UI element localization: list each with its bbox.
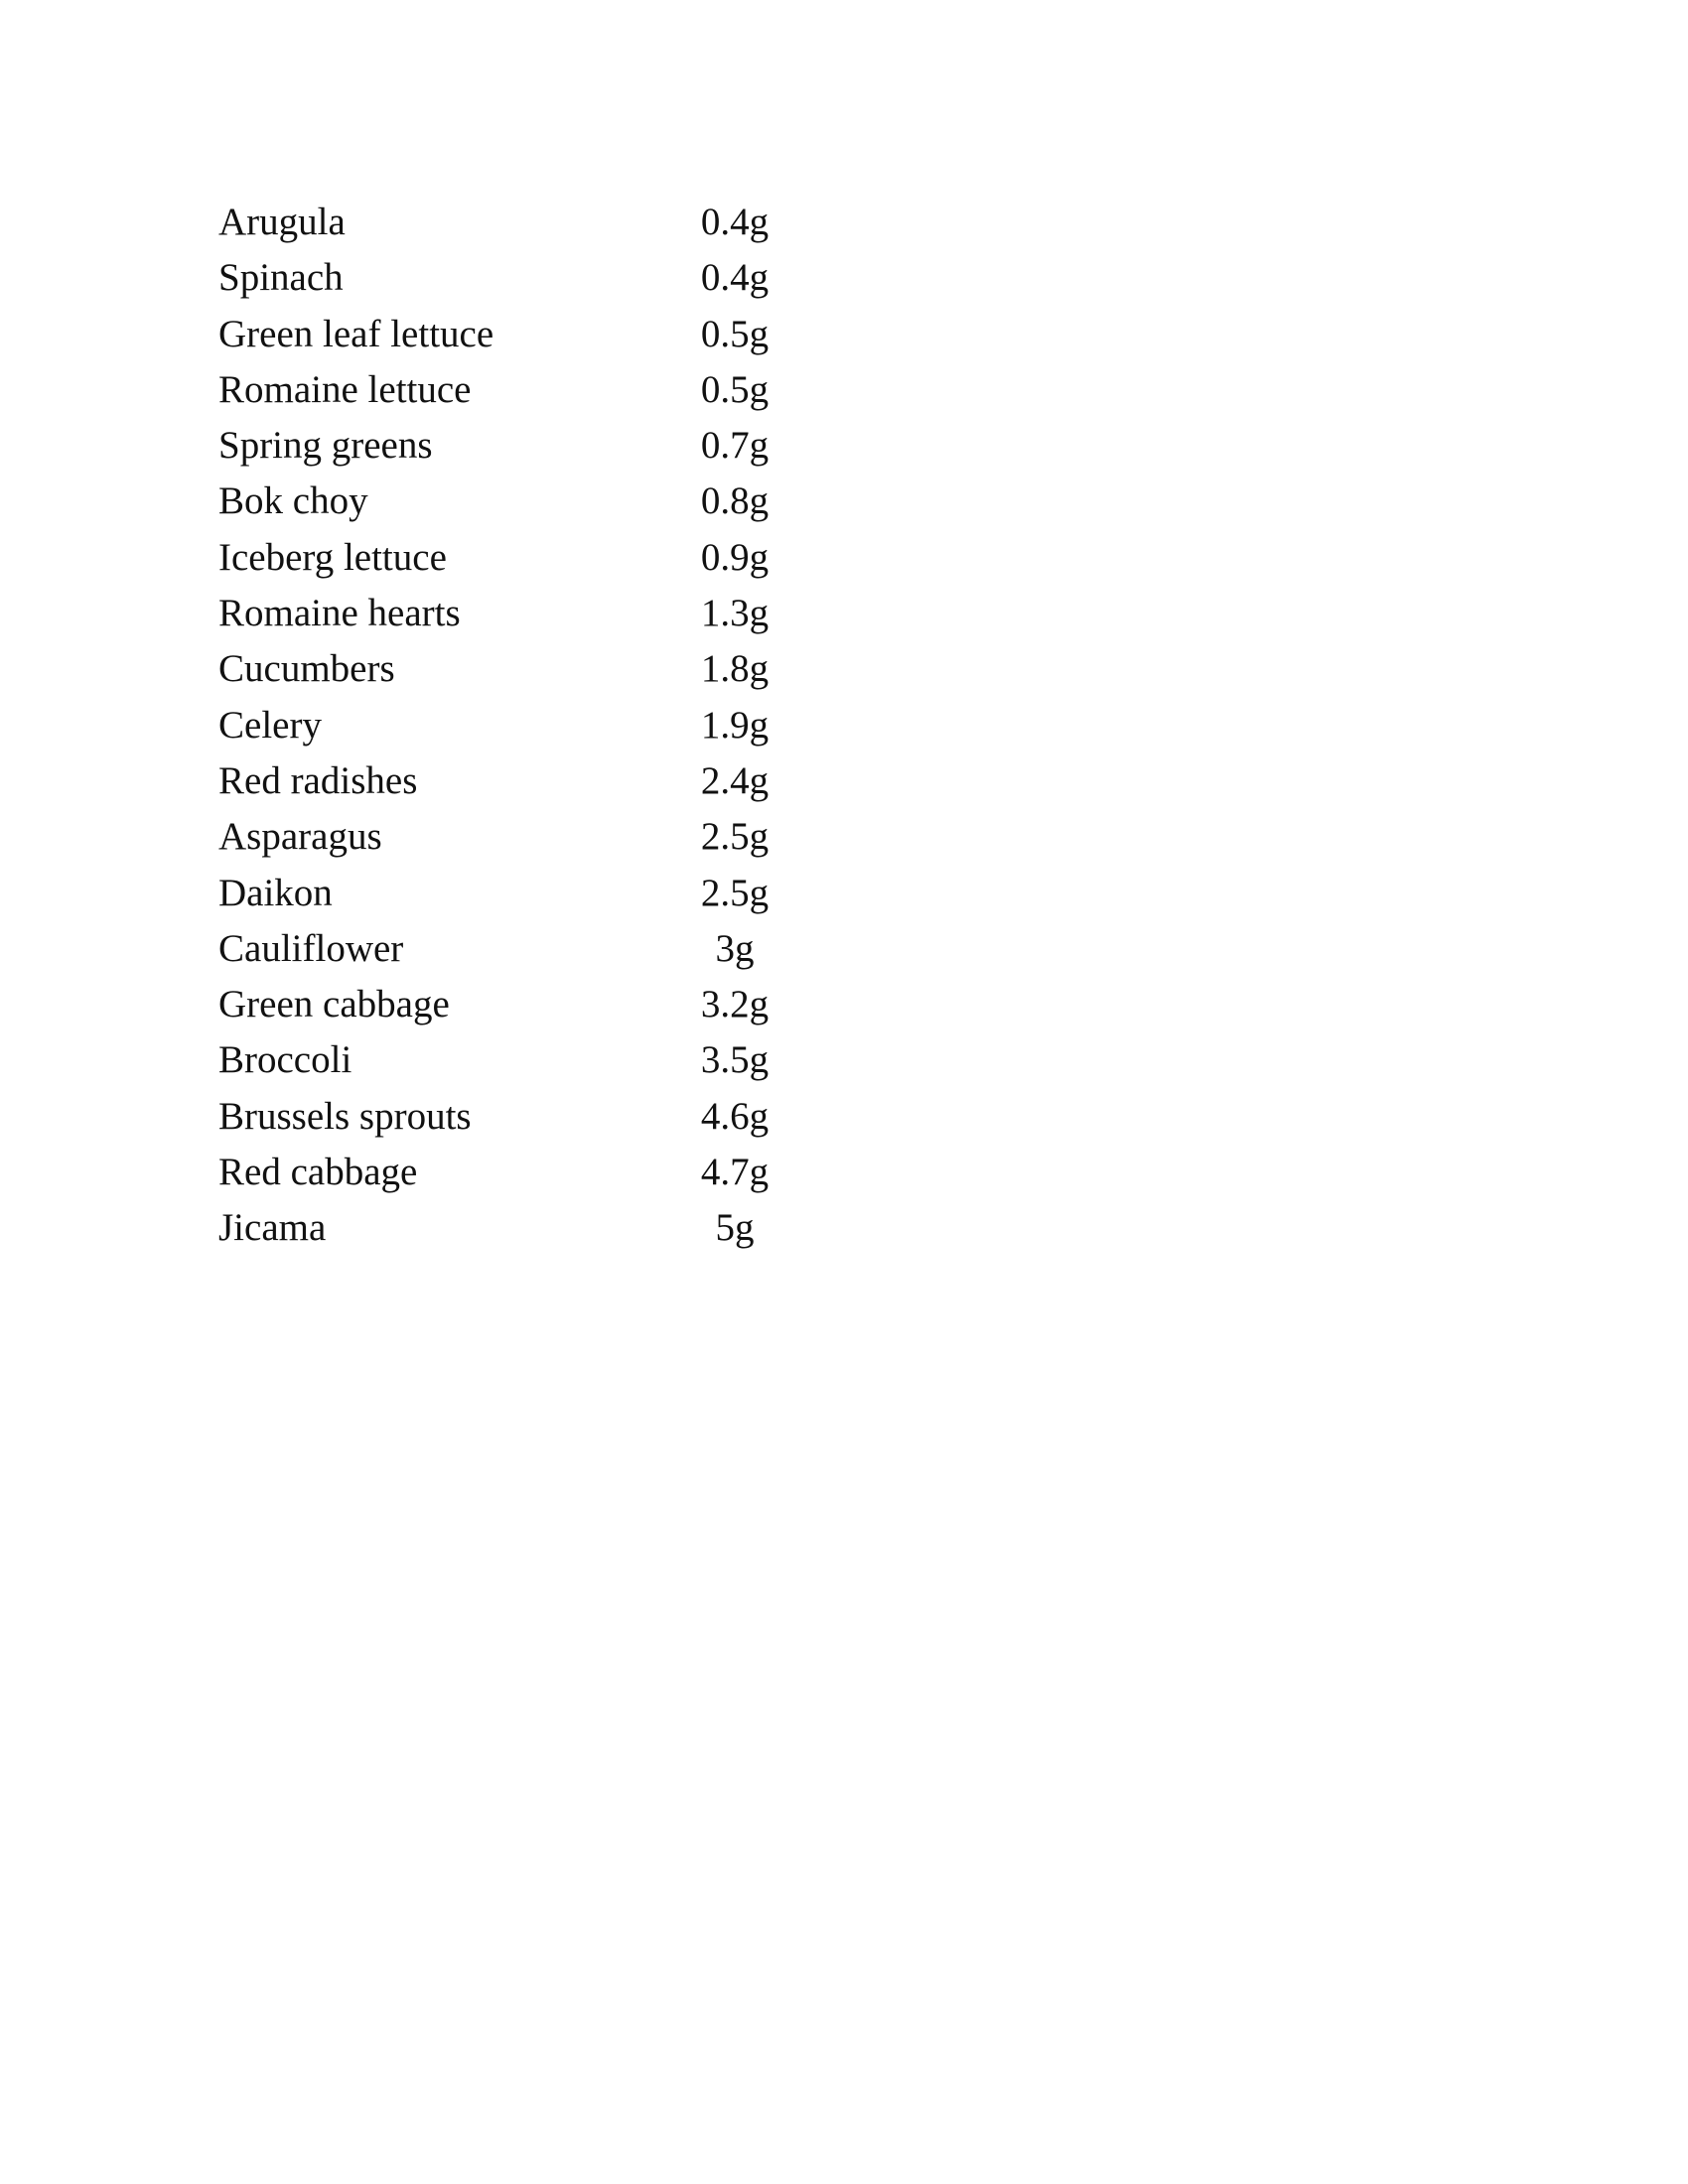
- vegetable-name: Spring greens: [218, 424, 433, 468]
- table-row: [218, 307, 804, 362]
- table-row: [218, 921, 804, 977]
- vegetable-value: 0.5g: [700, 312, 770, 355]
- vegetable-value: 0.8g: [700, 479, 770, 523]
- table-row: [218, 641, 804, 697]
- vegetable-name: Cucumbers: [218, 647, 395, 691]
- vegetable-value: 0.9g: [700, 535, 770, 579]
- vegetable-value: 3g: [715, 926, 755, 970]
- vegetable-value: 1.8g: [700, 647, 770, 691]
- vegetable-value: 3.5g: [700, 1038, 770, 1082]
- vegetable-value: 4.6g: [700, 1094, 770, 1138]
- vegetable-name: Celery: [218, 703, 322, 747]
- table-row: [218, 1032, 804, 1088]
- vegetable-name: Brussels sprouts: [218, 1094, 472, 1138]
- vegetable-value: 2.5g: [700, 871, 770, 914]
- table-row: [218, 753, 804, 809]
- vegetable-name: Romaine lettuce: [218, 367, 472, 411]
- table-row: [218, 586, 804, 641]
- table-row: [218, 866, 804, 921]
- vegetable-value: 0.4g: [700, 256, 770, 300]
- table-row: [218, 362, 804, 418]
- vegetable-value: 4.7g: [700, 1151, 770, 1194]
- table-row: [218, 195, 804, 250]
- vegetable-value: 1.9g: [700, 703, 770, 747]
- vegetable-name: Asparagus: [218, 815, 382, 859]
- vegetable-value: 1.3g: [700, 592, 770, 635]
- vegetable-name: Red radishes: [218, 758, 418, 802]
- vegetable-name: Jicama: [218, 1206, 327, 1250]
- table-row: [218, 977, 804, 1032]
- vegetable-name: Arugula: [218, 201, 346, 243]
- table-row: [218, 474, 804, 529]
- table-row: [218, 1200, 804, 1256]
- vegetable-name: Iceberg lettuce: [218, 535, 447, 579]
- vegetable-name: Green cabbage: [218, 983, 450, 1026]
- vegetable-name: Green leaf lettuce: [218, 312, 494, 355]
- table-row: [218, 1089, 804, 1145]
- vegetable-name: Daikon: [218, 871, 333, 914]
- vegetable-name: Bok choy: [218, 479, 368, 523]
- vegetable-value: 0.5g: [700, 367, 770, 411]
- vegetable-name: Broccoli: [218, 1038, 352, 1082]
- table-row: [218, 1145, 804, 1200]
- vegetable-name: Cauliflower: [218, 926, 404, 970]
- table-row: [218, 809, 804, 865]
- vegetable-name: Spinach: [218, 256, 344, 300]
- vegetable-name: Red cabbage: [218, 1151, 418, 1194]
- table-row: [218, 418, 804, 474]
- vegetable-value: 3.2g: [700, 983, 770, 1026]
- vegetable-value: 0.7g: [700, 424, 770, 468]
- vegetable-value: 2.5g: [700, 815, 770, 859]
- vegetable-value-table: [218, 195, 804, 1257]
- vegetable-value: 2.4g: [700, 758, 770, 802]
- vegetable-value: 5g: [715, 1206, 755, 1250]
- table-row: [218, 530, 804, 586]
- table-row: [218, 250, 804, 306]
- vegetable-name: Romaine hearts: [218, 592, 461, 635]
- table-body: [218, 195, 804, 1257]
- table-row: [218, 698, 804, 753]
- vegetable-value: 0.4g: [700, 201, 770, 243]
